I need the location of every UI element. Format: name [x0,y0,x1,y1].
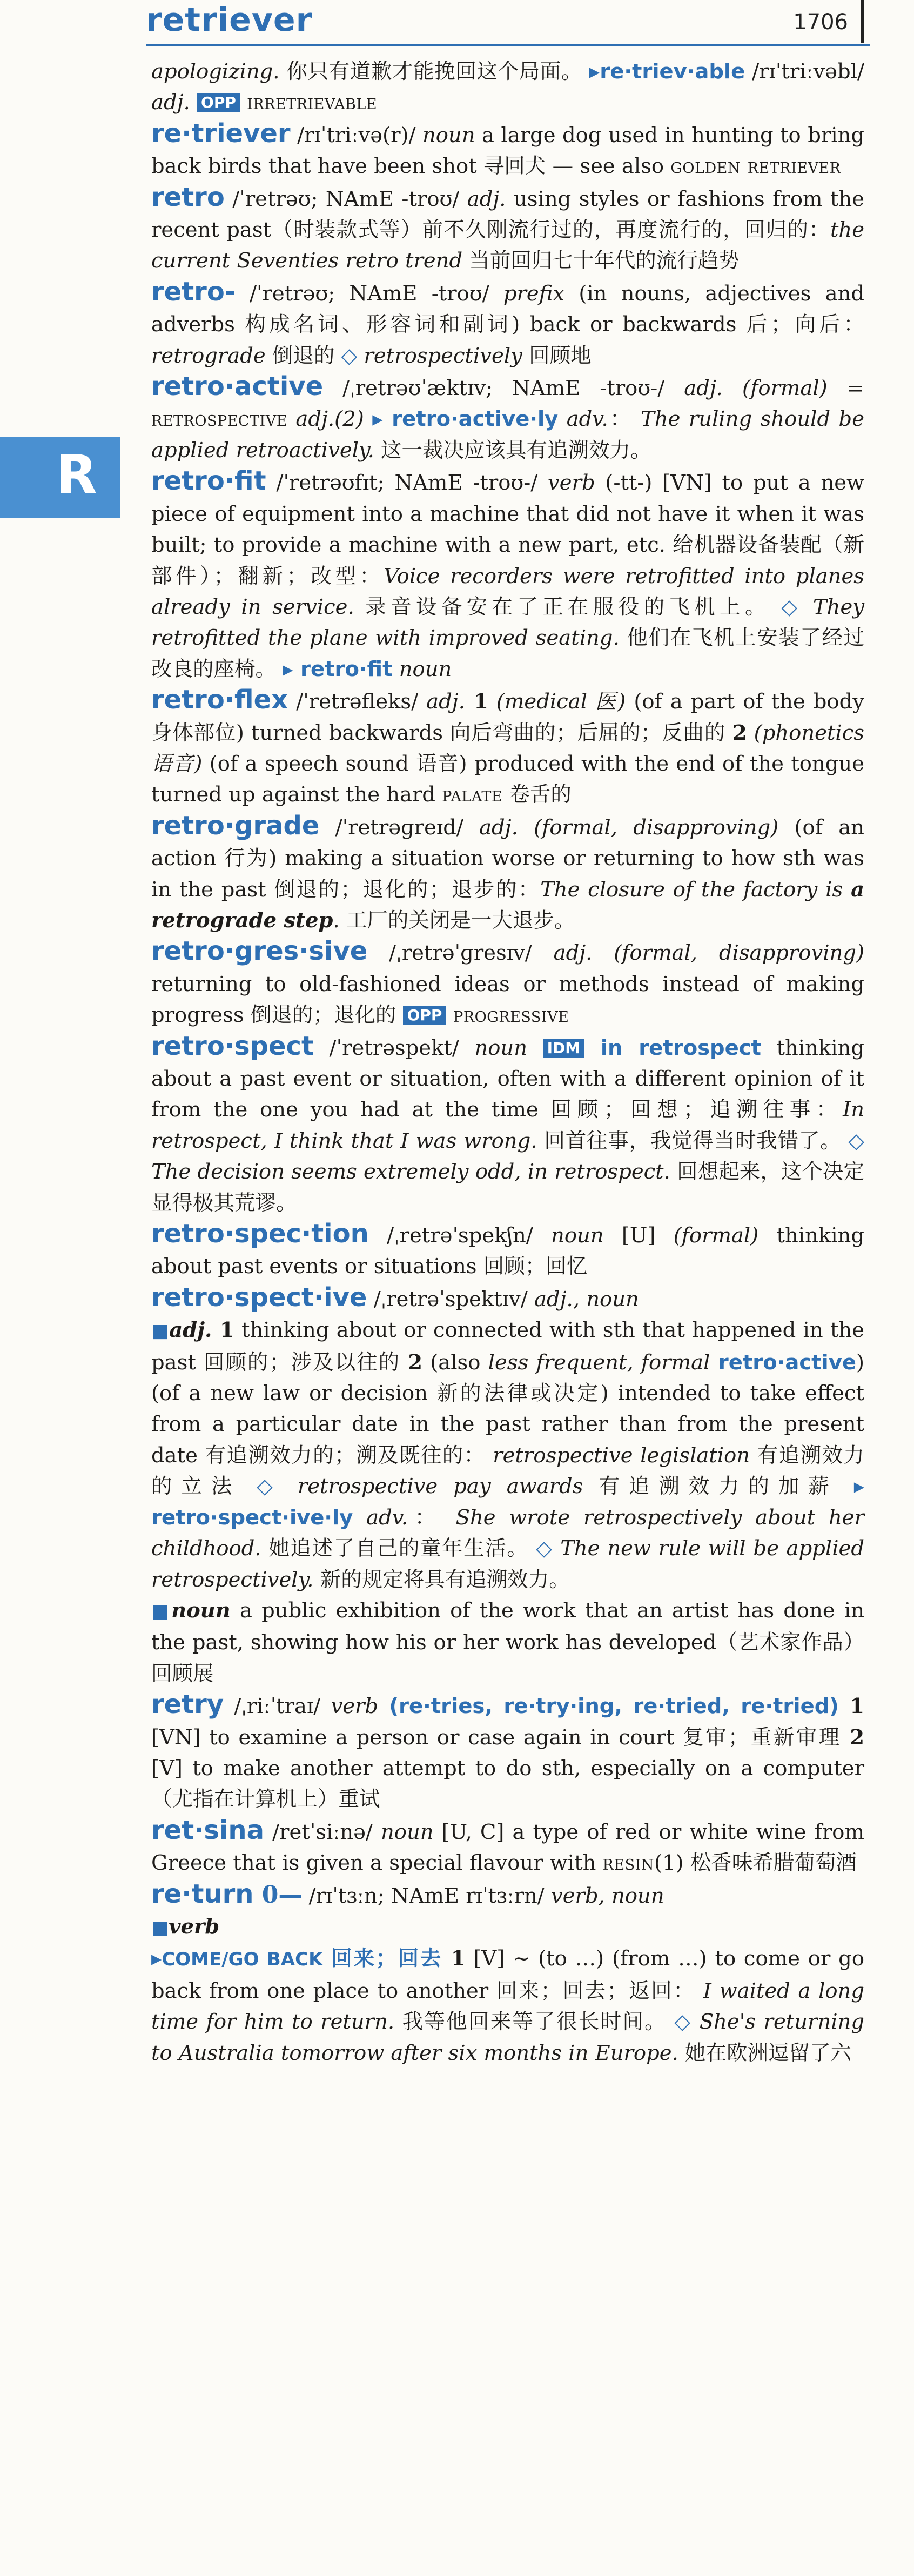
example: The ruling should be applied retroactively. [151,407,864,463]
signpost-translation: 回来；回去 [322,1946,442,1971]
translation: 他们在飞机上安装了经过改良的座椅。 [151,626,864,681]
part-of-speech: adj. [479,815,518,840]
example: apologizing. [151,59,280,84]
page-number: 1706 [793,10,848,35]
translation: 当前回归七十年代的流行趋势 [462,249,740,273]
inflections: (re·tries, re·try·ing, re·tried, re·tried) [378,1694,839,1719]
sense-number: 1 [465,690,488,714]
headword: retro·fit [151,466,266,497]
entry-retry [151,1689,864,1815]
idiom: in retrospect [584,1035,761,1060]
translation: 松香味希腊葡萄酒 [683,1851,857,1876]
entry-retro [151,182,864,277]
translation: 有追溯效力的加薪 [583,1474,854,1499]
pronunciation: /ˈretrəʊ; NAmE -troʊ/ [235,281,503,306]
opposite-label: OPP [403,1006,447,1025]
definition: (of an action 行为) making a situation worse or returning to how sth was in the past 倒退的；退化的；退步的： [151,815,864,902]
dictionary-column [151,56,864,2069]
headword: retro [151,182,225,212]
part-of-speech: verb, noun [551,1883,664,1908]
cross-reference-sense: adj.(2) [287,407,373,432]
headword: ret·sina [151,1815,264,1845]
headword: re·triever [151,118,291,149]
example: She's returning to Australia tomorrow after six months in Europe. [151,2010,864,2065]
definition: using styles or fashions from the recent past（时装款式等）前不久刚流行过的，再度流行的，回归的： [151,186,864,243]
idiom-label: IDM [543,1039,585,1058]
entry-retrospective [151,1282,864,1315]
headword: retro·grade [151,810,320,841]
translation: 卷舌的 [502,782,572,807]
register-label: (formal) [655,1223,759,1248]
sense-number: 1 [212,1318,234,1343]
derivative: retro·spect·ive·ly [151,1505,353,1530]
headword: retro·spec·tion [151,1219,369,1249]
part-of-speech: prefix [503,281,565,306]
grammar-code: [U, C] [433,1819,505,1844]
pronunciation: /rɪˈtriːvə(r)/ [290,123,422,148]
pronunciation: /ˈretrəspekt/ [313,1035,475,1060]
pronunciation: /ˈretrəʊ; NAmE -troʊ/ [224,186,467,211]
translation: 回想起来，这个决定显得极其荒谬。 [151,1160,864,1215]
example: They retrofitted the plane with improved seating. [151,594,864,651]
register-label: less frequent, formal [488,1350,710,1375]
part-of-speech: adv. [353,1505,408,1530]
pronunciation: /ˌretrəʊˈæktɪv; NAmE -troʊ-/ [323,376,684,401]
also-label: (also [422,1350,488,1375]
cross-reference: golden retriever [670,154,841,179]
translation: 我等他回来等了很长时间。 [394,2010,667,2035]
part-of-speech: noun [380,1819,434,1844]
part-of-speech: noun [551,1223,604,1248]
pronunciation: /ˈretrəʊfɪt; NAmE -troʊ-/ [266,471,548,496]
example: retrospectively [357,343,522,368]
part-of-speech: adj. [684,376,723,401]
entry-retrospective-noun [151,1595,864,1689]
definition: to come or go back from one place to another 回来；回去；返回： [151,1946,865,2003]
example: The closure of the factory is [540,877,851,902]
entry-retriever [151,118,864,182]
register-label: (formal, disapproving) [518,815,779,840]
sense-number: 2 [732,720,747,745]
headword: retro·spect [151,1031,314,1061]
entry-retro-prefix [151,277,864,371]
square-bullet-icon: ■ [151,1320,170,1342]
example: retrospective pay awards [281,1474,583,1499]
example-separator-icon: ◇ [841,1128,864,1153]
definition: thinking about past events or situations 回顾；回忆 [151,1223,865,1279]
opposite-label: OPP [197,93,240,112]
derivative-arrow-icon: ▸ [283,657,293,681]
translation: 她追述了自己的童年生活。 [261,1536,529,1561]
definition: (of a new law or decision 新的法律或决定) intended to take effect from a particular date in the past rather than from the present date 有追溯效力的；溯及既往的： [151,1381,864,1468]
example: The decision seems extremely odd, in retrospect. [151,1160,670,1185]
pronunciation: /ˌretrəˈspekʃn/ [368,1223,552,1248]
headword: retry [151,1689,224,1720]
headword: retro·spect·ive [151,1282,367,1313]
example: The new rule will be applied retrospectively. [151,1536,864,1592]
entry-retrogressive [151,936,864,1031]
part-of-speech: adj., noun [534,1287,639,1312]
example: the current Seventies retro trend [151,218,864,273]
translation: 工厂的关闭是一大退步。 [339,908,575,933]
derivative: re·triev·able [600,59,745,84]
part-of-speech: verb [169,1914,220,1939]
example-separator-icon: ◇ [666,2010,692,2035]
headword: re·turn [151,1878,254,1909]
definition: a type of red or white wine from Greece that is given a special flavour with [151,1819,864,1876]
pronunciation: /rɪˈtriːvəbl/ [745,59,864,84]
page-header [146,0,870,46]
entry-retsina [151,1815,864,1879]
part-of-speech: noun [392,657,452,681]
colon: ： [608,407,633,432]
cross-reference-sense: (1) [654,1851,684,1876]
part-of-speech: noun [474,1035,528,1060]
sense-number: 2 [408,1350,423,1375]
entry-retrofit [151,466,864,685]
colon: ： [408,1505,442,1530]
headword: retro·flex [151,685,288,715]
equals-sign: = [827,376,865,401]
part-of-speech: adj. [151,90,190,115]
square-bullet-icon: ■ [151,1600,172,1622]
entry-retroactive [151,371,864,466]
headword: retro·active [151,371,324,402]
definition: a public exhibition of the work that an artist has done in the past, showing how his or her work has developed（艺术家作品）回顾展 [151,1598,865,1686]
entry-return-sense-1 [151,1943,864,2069]
example: retrospective legislation [485,1443,750,1468]
part-of-speech: adj. [467,186,506,211]
translation: 这一裁决应该具有追溯效力。 [374,438,651,463]
definition: a large dog used in hunting to bring back birds that have been shot 寻回犬 — see also [151,123,865,179]
definition: thinking about a past event or situation, often with a different opinion of it from the one you had at the time 回顾；回想；追溯往事： [151,1035,864,1122]
signpost: COME/GO BACK [162,1949,323,1971]
example-end: . [333,908,340,933]
example-separator-icon: ◇ [341,343,358,368]
entry-retrospect [151,1031,864,1219]
derivative-arrow-icon: ▸ [372,407,383,432]
grammar-code: [U] [603,1223,656,1248]
example-separator-icon: ◇ [770,594,802,619]
register-label: (medical 医) [488,690,626,714]
example: I waited a long time for him to return. [151,1978,864,2035]
part-of-speech: noun [171,1598,231,1623]
derivative: retro·active·ly [382,407,559,432]
definition: (of a speech sound 语音) produced with the end of the tongue turned up against the hard [151,751,864,807]
sense-number: 2 [850,1725,864,1750]
translation: 你只有道歉才能挽回这个局面。 [279,59,583,84]
cross-reference: irretrievable [247,90,378,115]
example: She wrote retrospectively about her childhood. [151,1505,864,1561]
definition: to put a new piece of equipment into a machine that did not have it when it was built; to provide a machine with a new part, etc. 给机器设备装配（新部件）；翻新；改型： [151,471,864,588]
translation: 回首往事，我觉得当时我错了。 [537,1128,842,1153]
example: retrograde [151,343,266,368]
grammar-code: (-tt-) [VN] [595,471,712,496]
pronunciation: /retˈsiːnə/ [264,1819,381,1844]
pronunciation: /ˌretrəˈɡresɪv/ [367,941,554,966]
part-of-speech: noun [422,123,475,148]
grammar-code: [VN] [151,1725,201,1750]
entry-return-verb [151,1911,864,1943]
entry-return [151,1879,864,1911]
example-separator-icon: ◇ [528,1536,553,1561]
thumb-index-letter: R [55,443,97,506]
headword: retro·gres·sive [151,936,368,967]
pronunciation: /ˌretrəˈspektɪv/ [367,1287,534,1312]
pronunciation: /rɪˈtɜːn; NAmE rɪˈtɜːrn/ [302,1883,551,1908]
pronunciation: /ˈretrəfleks/ [288,690,427,714]
running-head: retriever [146,1,313,39]
cross-reference: retro·active [710,1350,856,1375]
definition: to examine a person or case again in court 复审；重新审理 [200,1725,850,1750]
register-label: (formal, disapproving) [592,941,864,966]
translation: 她在欧洲逗留了六 [678,2040,852,2065]
translation: 倒退的 [265,343,341,368]
definition: to make another attempt to do sth, especially on a computer（尤指在计算机上）重试 [151,1756,864,1812]
definition: (of a part of the body 身体部位) turned backwards 向后弯曲的；后屈的；反曲的 [151,690,864,745]
grammar-code: [V] ~ (to …) (from …) [465,1946,707,1971]
register-label: (formal) [723,376,828,401]
part-of-speech: adv. [558,407,608,432]
collocation: a retrograde step [151,877,865,933]
entry-retrograde [151,811,864,936]
part-of-speech: adj. [553,941,593,966]
header-rule [861,0,864,43]
register-label: (phonetics 语音) [151,720,865,776]
derivative: retro·fit [293,657,393,681]
translation: 回顾地 [522,343,592,368]
translation: 有追溯效力的立法 [151,1443,864,1499]
example: Voice recorders were retrofitted into planes already in service. [151,564,864,619]
part-of-speech: adj. [169,1318,212,1343]
derivative-arrow-icon: ▸ [589,59,600,84]
derivative-arrow-icon: ▸ [853,1474,865,1499]
part-of-speech: verb [331,1694,379,1719]
pronunciation: /ˈretrəɡreɪd/ [319,815,480,840]
translation: 新的规定将具有追溯效力。 [313,1567,570,1592]
thumb-index-tab [0,437,120,518]
translation: 录音设备安在了正在服役的飞机上。 [354,594,770,619]
cross-reference: palate [442,782,503,807]
entry-continuation [151,56,864,118]
example: In retrospect, I think that I was wrong. [151,1098,864,1153]
definition: returning to old-fashioned ideas or methods instead of making progress 倒退的；退化的 [151,972,864,1028]
sense-number: 1 [838,1694,864,1719]
headword: retro- [151,276,236,307]
cross-reference: retrospective [151,407,287,432]
square-bullet-icon: ■ [151,1916,169,1938]
signpost-arrow-icon: ▸ [151,1946,162,1971]
also-label-end: ) [856,1350,864,1375]
cross-reference: resin [602,1851,654,1876]
part-of-speech: verb [548,471,595,496]
definition: (in nouns, adjectives and adverbs 构成名词、形容词和副词) back or backwards 后；向后： [151,281,865,337]
part-of-speech: adj. [426,690,465,714]
cross-reference: progressive [446,1003,569,1028]
pronunciation: /ˌriːˈtraɪ/ [224,1694,331,1719]
entry-retrospection [151,1219,864,1282]
entry-retrospective-adj [151,1315,864,1595]
definition: thinking about or connected with sth that happened in the past 回顾的；涉及以往的 [151,1318,865,1375]
key-symbol-icon: 0— [253,1881,303,1909]
grammar-code: [V] [151,1756,183,1781]
example-separator-icon: ◇ [257,1474,282,1499]
entry-retroflex [151,685,864,811]
sense-number: 1 [442,1946,466,1971]
